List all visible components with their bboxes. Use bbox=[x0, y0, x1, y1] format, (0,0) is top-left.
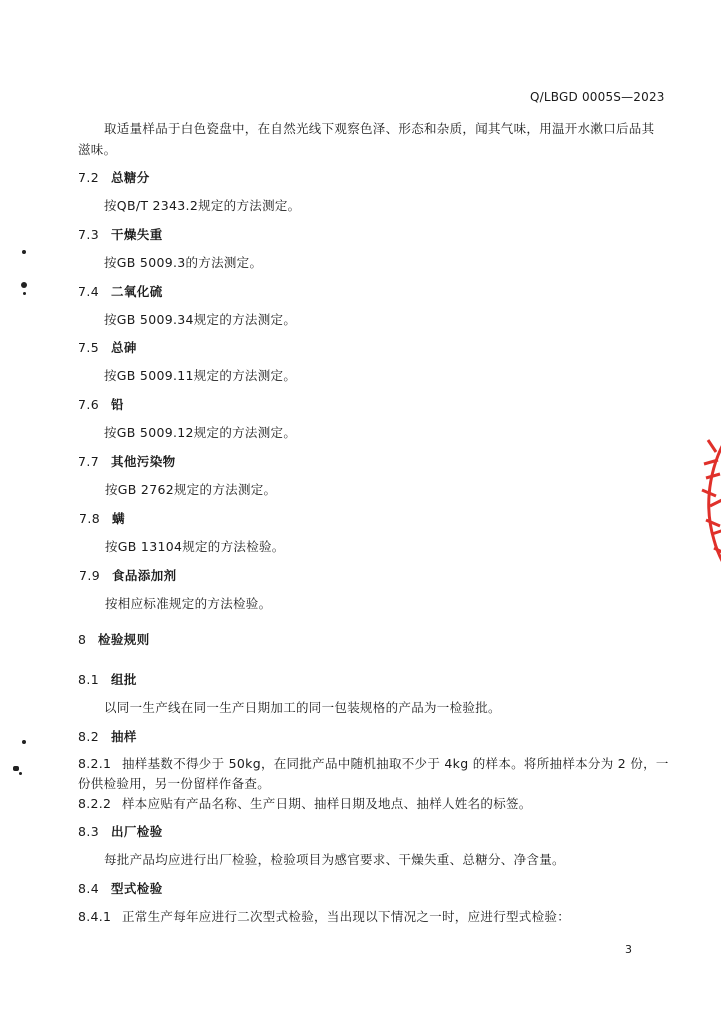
section-title: 铅 bbox=[111, 397, 124, 412]
section-heading bbox=[78, 395, 124, 413]
section-body: 按GB 5009.3的方法测定。 bbox=[104, 255, 263, 270]
section-number: 7.5 bbox=[78, 340, 100, 355]
section-title: 螨 bbox=[112, 511, 125, 526]
binding-mark bbox=[23, 292, 26, 295]
section-title: 抽样 bbox=[111, 729, 137, 744]
section-title: 干燥失重 bbox=[111, 227, 163, 242]
section-title: 其他污染物 bbox=[111, 454, 176, 469]
clause-text: 抽样基数不得少于 50kg，在同批产品中随机抽取不少于 4kg 的样本。将所抽样本分为 2 份，一 bbox=[122, 756, 669, 771]
page-number: 3 bbox=[625, 943, 632, 956]
section-number: 7.2 bbox=[78, 170, 100, 185]
section-title: 总糖分 bbox=[111, 170, 150, 185]
section-number: 8.3 bbox=[78, 824, 100, 839]
section-body: 按QB/T 2343.2规定的方法测定。 bbox=[104, 198, 301, 213]
binding-mark bbox=[13, 766, 19, 771]
clause-number: 8.2.1 bbox=[78, 756, 112, 771]
section-number: 7.6 bbox=[78, 397, 100, 412]
clause-8-2-1-line-1 bbox=[78, 753, 669, 774]
section-heading bbox=[78, 822, 163, 840]
section-title: 出厂检验 bbox=[111, 824, 163, 839]
section-body: 每批产品均应进行出厂检验，检验项目为感官要求、干燥失重、总糖分、净含量。 bbox=[104, 852, 565, 867]
clause-number: 8.2.2 bbox=[78, 796, 112, 811]
chapter-heading bbox=[78, 630, 150, 648]
intro-line-2: 滋味。 bbox=[78, 142, 117, 157]
section-number: 7.4 bbox=[78, 284, 100, 299]
section-number: 8.1 bbox=[78, 672, 100, 687]
section-heading bbox=[79, 566, 177, 584]
chapter-number: 8 bbox=[78, 632, 87, 647]
binding-mark bbox=[22, 740, 26, 744]
section-heading bbox=[78, 338, 137, 356]
clause-8-2-2 bbox=[78, 793, 532, 814]
section-heading bbox=[78, 727, 137, 745]
section-number: 7.9 bbox=[79, 568, 101, 583]
section-heading bbox=[78, 670, 137, 688]
section-number: 7.8 bbox=[79, 511, 101, 526]
section-body: 按GB 5009.34规定的方法测定。 bbox=[104, 312, 297, 327]
section-title: 总砷 bbox=[111, 340, 137, 355]
section-body: 按GB 13104规定的方法检验。 bbox=[105, 539, 285, 554]
clause-text: 样本应贴有产品名称、生产日期、抽样日期及地点、抽样人姓名的标签。 bbox=[122, 796, 532, 811]
binding-mark bbox=[19, 772, 22, 775]
section-number: 8.4 bbox=[78, 881, 100, 896]
section-body: 按GB 2762规定的方法测定。 bbox=[105, 482, 277, 497]
section-body: 以同一生产线在同一生产日期加工的同一包装规格的产品为一检验批。 bbox=[104, 700, 501, 715]
clause-number: 8.4.1 bbox=[78, 909, 112, 924]
standard-number: Q/LBGD 0005S—2023 bbox=[530, 90, 665, 104]
company-seal-stamp bbox=[696, 430, 721, 580]
chapter-title: 检验规则 bbox=[98, 632, 150, 647]
section-title: 型式检验 bbox=[111, 881, 163, 896]
section-number: 7.7 bbox=[78, 454, 100, 469]
intro-line-1: 取适量样品于白色瓷盘中，在自然光线下观察色泽、形态和杂质，闻其气味，用温开水漱口后品其 bbox=[104, 121, 655, 136]
section-body: 按相应标准规定的方法检验。 bbox=[105, 596, 272, 611]
binding-mark bbox=[22, 250, 26, 254]
clause-text: 正常生产每年应进行二次型式检验，当出现以下情况之一时，应进行型式检验： bbox=[122, 909, 571, 924]
section-title: 食品添加剂 bbox=[112, 568, 177, 583]
section-heading bbox=[78, 879, 163, 897]
clause-8-4-1 bbox=[78, 906, 570, 927]
section-heading bbox=[78, 225, 163, 243]
section-number: 7.3 bbox=[78, 227, 100, 242]
section-heading bbox=[79, 509, 125, 527]
binding-mark bbox=[21, 282, 27, 288]
section-body: 按GB 5009.12规定的方法测定。 bbox=[104, 425, 297, 440]
section-heading bbox=[78, 452, 176, 470]
clause-8-2-1-line-2: 份供检验用，另一份留样作备查。 bbox=[78, 776, 271, 791]
section-title: 二氧化硫 bbox=[111, 284, 163, 299]
section-heading bbox=[78, 282, 163, 300]
section-heading bbox=[78, 168, 150, 186]
section-title: 组批 bbox=[111, 672, 137, 687]
section-number: 8.2 bbox=[78, 729, 100, 744]
section-body: 按GB 5009.11规定的方法测定。 bbox=[104, 368, 297, 383]
